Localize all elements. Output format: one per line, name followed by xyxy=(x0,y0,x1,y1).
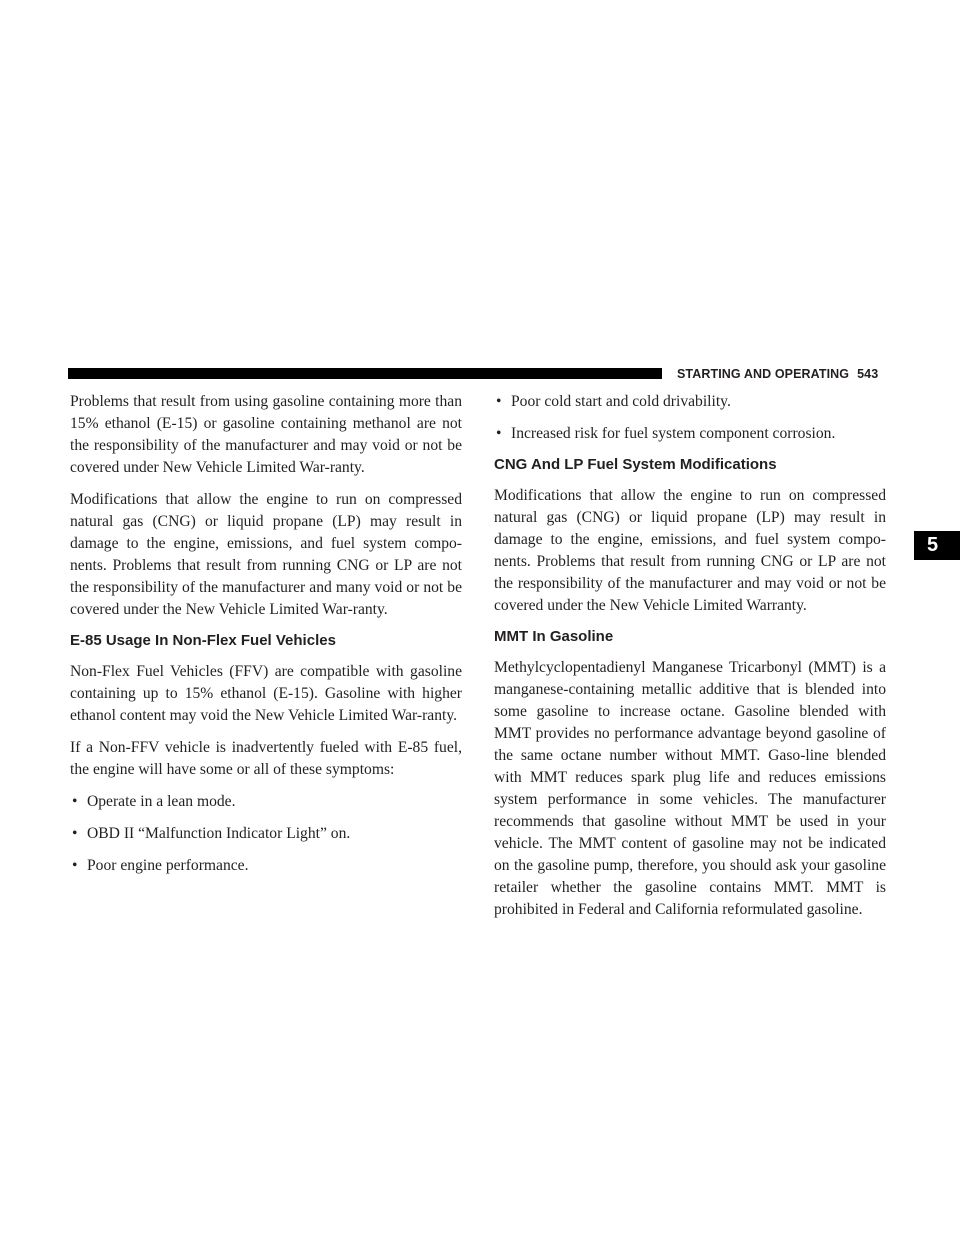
list-item xyxy=(494,391,886,413)
paragraph: Modifications that allow the engine to run on compressed natural gas (CNG) or liquid propane (LP) may result in damage to the engine, emissions, and fuel system compo-nents. Problems that result from running CNG or LP are not the responsibility of the manufacturer and many void or not be covered under the New Vehicle Limited War-ranty. xyxy=(70,491,462,618)
list-item-text: Poor engine performance. xyxy=(87,857,249,874)
page-number: 543 xyxy=(857,367,879,381)
paragraph: If a Non-FFV vehicle is inadvertently fueled with E-85 fuel, the engine will have some or all of these symptoms: xyxy=(70,739,462,778)
section-heading: MMT In Gasoline xyxy=(494,628,614,645)
bullet-icon: • xyxy=(496,425,502,442)
symptom-list xyxy=(70,791,462,877)
right-column xyxy=(494,391,886,931)
paragraph: Modifications that allow the engine to run on compressed natural gas (CNG) or liquid propane (LP) may result in damage to the engine, emissions, and fuel system compo-nents. Problems that result from running CNG or LP are not the responsibility of the manufacturer and may void or not be covered under the New Vehicle Limited Warranty. xyxy=(494,487,886,614)
bullet-icon: • xyxy=(72,825,78,842)
section-heading: CNG And LP Fuel System Modifications xyxy=(494,456,777,473)
list-item-text: OBD II “Malfunction Indicator Light” on. xyxy=(87,825,351,842)
running-header xyxy=(677,366,878,382)
list-item xyxy=(70,823,462,845)
symptom-list-continued xyxy=(494,391,886,445)
section-title: STARTING AND OPERATING xyxy=(677,367,850,381)
bullet-icon: • xyxy=(496,393,502,410)
list-item-text: Poor cold start and cold drivability. xyxy=(511,393,731,410)
section-heading: E-85 Usage In Non-Flex Fuel Vehicles xyxy=(70,632,336,649)
paragraph: Non-Flex Fuel Vehicles (FFV) are compatible with gasoline containing up to 15% ethanol (E-15). Gasoline with higher ethanol content may void the New Vehicle Limited War-ranty. xyxy=(70,663,462,724)
list-item xyxy=(70,855,462,877)
chapter-tab: 5 xyxy=(914,531,960,560)
header-rule-bar xyxy=(68,368,662,379)
list-item-text: Increased risk for fuel system component corrosion. xyxy=(511,425,836,442)
list-item xyxy=(70,791,462,813)
list-item-text: Operate in a lean mode. xyxy=(87,793,236,810)
paragraph: Problems that result from using gasoline containing more than 15% ethanol (E-15) or gasoline containing methanol are not the responsibility of the manufacturer and may void or not be covered under New Vehicle Limited War-ranty. xyxy=(70,393,462,476)
bullet-icon: • xyxy=(72,793,78,810)
left-column xyxy=(70,391,462,887)
list-item xyxy=(494,423,886,445)
bullet-icon: • xyxy=(72,857,78,874)
paragraph: Methylcyclopentadienyl Manganese Tricarbonyl (MMT) is a manganese-containing metallic additive that is blended into some gasoline to increase octane. Gasoline blended with MMT provides no performance advantage beyond gasoline of the same octane number without MMT. Gaso-line blended with MMT reduces spark plug life and reduces emissions system performance in some vehicles. The manufacturer recommends that gasoline without MMT be used in your vehicle. The MMT content of gasoline may not be indicated on the gasoline pump, therefore, you should ask your gasoline retailer whether the gasoline contains MMT. MMT is prohibited in Federal and California reformulated gasoline. xyxy=(494,659,886,918)
